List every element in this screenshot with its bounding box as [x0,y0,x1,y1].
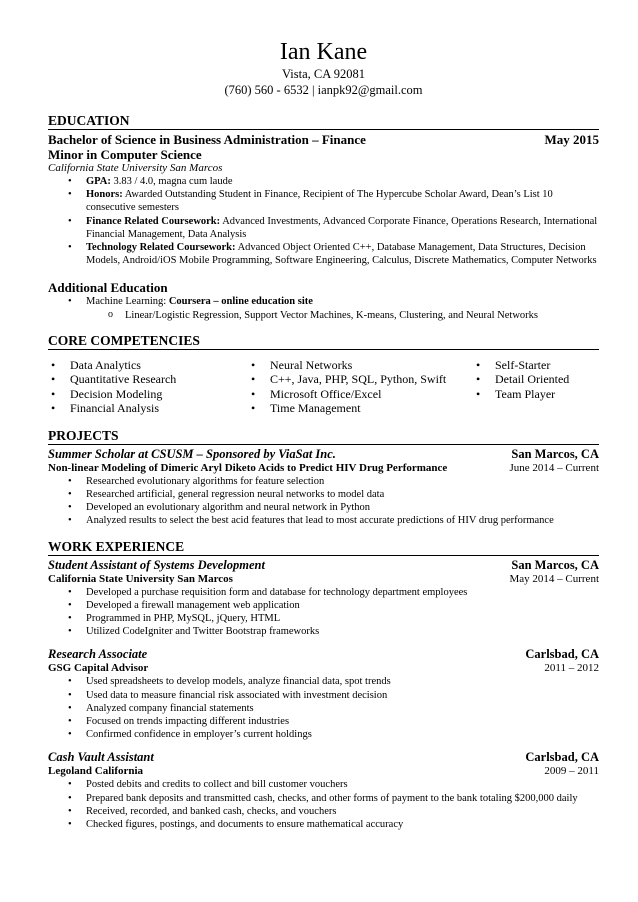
list-item: • Microsoft Office/Excel [248,387,473,402]
list-item: • Received, recorded, and banked cash, checks, and vouchers [48,805,599,818]
list-item: • Machine Learning: Coursera – online education site [48,295,599,308]
job-entry [48,647,599,741]
list-item: • Analyzed company financial statements [48,702,599,715]
project-bullets [48,475,599,528]
job-dates: 2011 – 2012 [544,662,599,675]
job-org: California State University San Marcos [48,572,233,585]
job-role-row [48,558,599,573]
job-org-row [48,573,599,586]
project-role-row [48,447,599,462]
education-title: EDUCATION [48,113,599,130]
list-item: • Programmed in PHP, MySQL, jQuery, HTML [48,612,599,625]
job-role-row [48,647,599,662]
competencies-title: CORE COMPETENCIES [48,333,599,350]
additional-list [48,295,599,308]
projects-title: PROJECTS [48,428,599,445]
list-item: • Prepared bank deposits and transmitted cash, checks, and other forms of payment to the bank totaling $200,000 daily [48,792,599,805]
job-bullets [48,586,599,639]
projects-section [48,428,599,528]
job-org: GSG Capital Advisor [48,662,149,675]
list-item: • Developed a purchase requisition form and database for technology department employees [48,586,599,599]
list-item: • Used spreadsheets to develop models, analyze financial data, spot trends [48,675,599,688]
job-role: Cash Vault Assistant [48,750,154,765]
job-org-row [48,765,599,778]
candidate-name: Ian Kane [279,39,368,65]
work-section [48,539,599,832]
additional-title: Additional Education [48,280,168,296]
job-role-row [48,750,599,765]
list-item: • Quantitative Research [48,372,248,387]
list-item: • C++, Java, PHP, SQL, Python, Swift [248,372,473,387]
list-item: • Honors: Awarded Outstanding Student in Finance, Recipient of The Hypercube Scholar Award, Dean’s List 10 consecutive semesters [48,188,599,214]
list-item: • GPA: 3.83 / 4.0, magna cum laude [48,175,599,188]
list-item: • Posted debits and credits to collect and bill customer vouchers [48,778,599,791]
list-item: • Analyzed results to select the best acid features that lead to most accurate predictions of HIV drug performance [48,514,599,527]
list-item: • Neural Networks [248,358,473,373]
list-item: • Confirmed confidence in employer’s current holdings [48,728,599,741]
job-dates: 2009 – 2011 [544,765,599,778]
job-location: San Marcos, CA [511,557,599,572]
list-item: o Linear/Logistic Regression, Support Vector Machines, K-means, Clustering, and Neural Networks [48,309,599,322]
job-org: Legoland California [48,765,144,778]
list-item: • Team Player [473,387,599,402]
job-bullets [48,778,599,831]
work-title: WORK EXPERIENCE [48,539,599,556]
competencies-col-3 [473,358,599,416]
list-item: • Developed an evolutionary algorithm and neural network in Python [48,501,599,514]
job-dates: May 2014 – Current [509,572,599,585]
competencies-grid [48,358,599,416]
job-bullets [48,675,599,741]
project-dates: June 2014 – Current [509,461,599,474]
list-item: • Researched artificial, general regression neural networks to model data [48,488,599,501]
list-item: • Finance Related Coursework: Advanced Investments, Advanced Corporate Finance, Operations Research, International Financial Management, Data Analysis [48,215,599,241]
project-role: Summer Scholar at CSUSM – Sponsored by ViaSat Inc. [48,446,336,461]
list-item: • Financial Analysis [48,401,248,416]
education-section [48,113,599,267]
job-location: Carlsbad, CA [525,750,599,765]
list-item: • Used data to measure financial risk associated with investment decision [48,689,599,702]
list-item: • Data Analytics [48,358,248,373]
job-location: Carlsbad, CA [525,647,599,662]
list-item: • Developed a firewall management web application [48,599,599,612]
job-org-row [48,662,599,675]
list-item: • Focused on trends impacting different industries [48,715,599,728]
degree-row [48,132,599,147]
project-name: Non-linear Modeling of Dimeric Aryl Diketo Acids to Predict HIV Drug Performance [48,461,448,474]
list-item: • Utilized CodeIgniter and Twitter Bootstrap frameworks [48,625,599,638]
list-item: • Detail Oriented [473,372,599,387]
degree: Bachelor of Science in Business Administration – Finance [48,132,366,147]
list-item: • Decision Modeling [48,387,248,402]
degree-date: May 2015 [544,132,599,147]
job-entry [48,750,599,831]
list-item: • Researched evolutionary algorithms for feature selection [48,475,599,488]
education-bullets [48,175,599,267]
project-location: San Marcos, CA [511,446,599,461]
location: Vista, CA 92081 [282,67,365,81]
job-role: Research Associate [48,647,148,662]
contact-info: (760) 560 - 6532 | ianpk92@gmail.com [224,83,423,97]
list-item: • Time Management [248,401,473,416]
project-name-row [48,462,599,475]
list-item: • Technology Related Coursework: Advanced Object Oriented C++, Database Management, Data Structures, Decision Models, Android/iOS Mobile Programming, Software Engineering, Calculus, Discrete Mathematics, Computer Networks [48,241,599,267]
list-item: • Self-Starter [473,358,599,373]
school-name: California State University San Marcos [48,162,223,174]
additional-sublist [48,309,599,322]
resume-page [48,38,599,831]
competencies-section [48,333,599,416]
minor: Minor in Computer Science [48,147,202,162]
job-entry [48,558,599,639]
competencies-col-1 [48,358,248,416]
job-role: Student Assistant of Systems Development [48,557,265,572]
list-item: • Checked figures, postings, and documents to ensure mathematical accuracy [48,818,599,831]
additional-education [48,280,599,321]
competencies-col-2 [248,358,473,416]
